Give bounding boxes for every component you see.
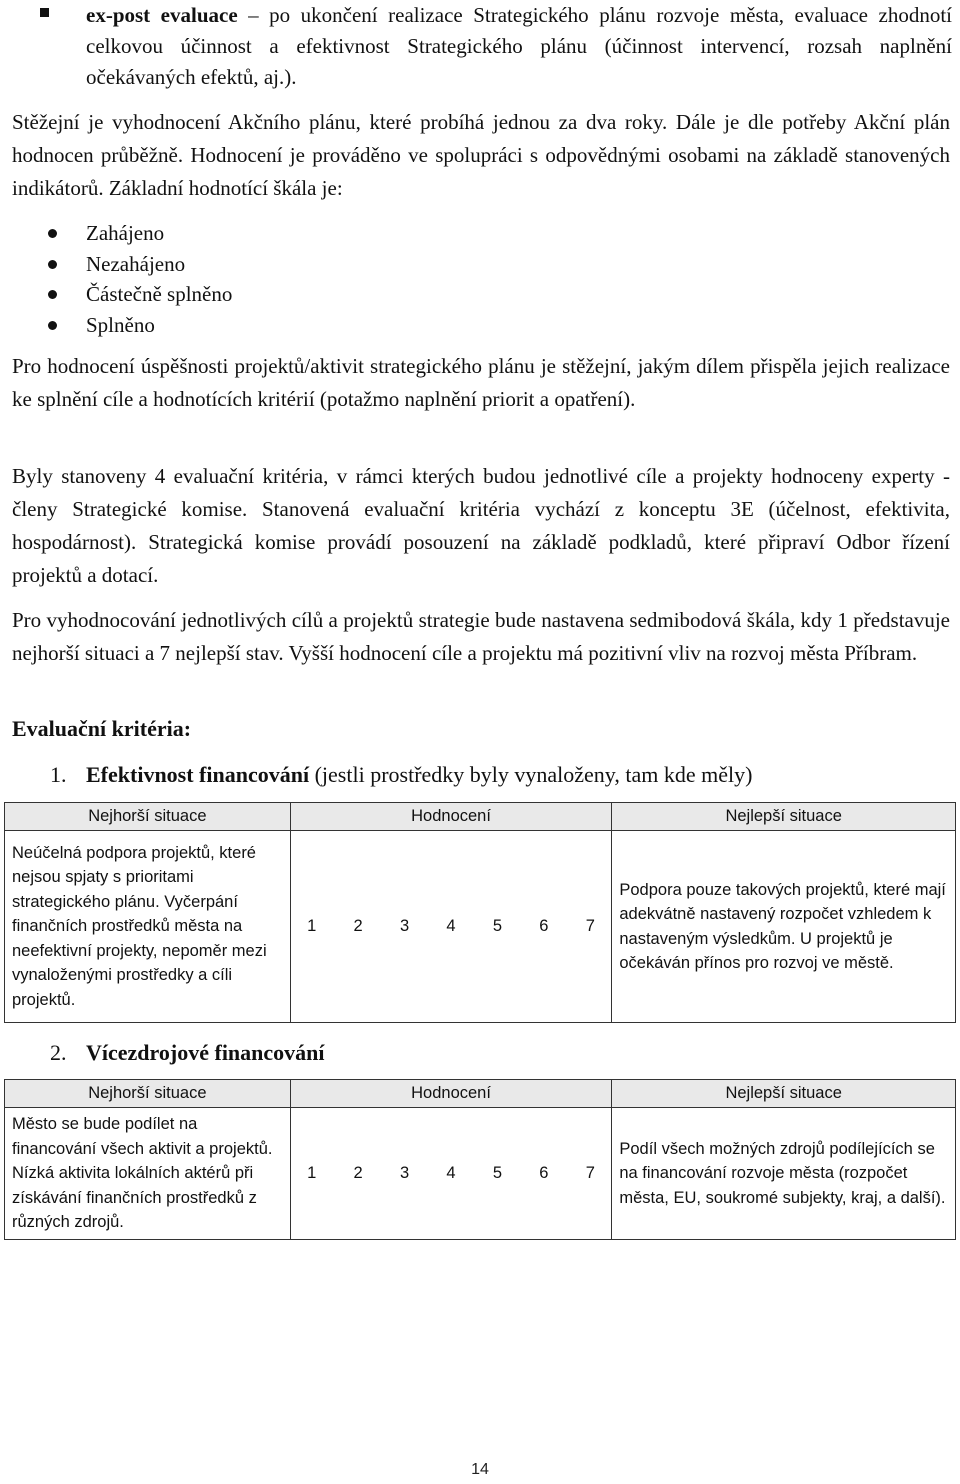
evaluation-scale-list <box>48 218 232 340</box>
rating-scale <box>291 917 612 936</box>
criterion-name: Vícezdrojové financování <box>86 1040 325 1065</box>
criterion-number: 2. <box>50 1040 67 1065</box>
worst-situation-cell: Město se bude podílet na financování všech aktivit a projektů. Nízká aktivita lokálních aktérů při získávání finančních prostředků z různých zdrojů. <box>5 1108 291 1240</box>
header-best: Nejlepší situace <box>612 803 956 831</box>
rating-value: 4 <box>446 1163 456 1182</box>
scale-item-label: Částečně splněno <box>86 282 233 306</box>
rating-value: 5 <box>492 1163 503 1182</box>
list-item <box>48 218 232 249</box>
list-item <box>48 249 232 280</box>
rating-value: 6 <box>539 917 549 935</box>
criterion-name: Efektivnost financování <box>86 762 310 787</box>
page-number: 14 <box>471 1461 489 1478</box>
criterion-1-table <box>4 802 956 1023</box>
best-situation-cell: Podíl všech možných zdrojů podílejících se na financování rozvoje města (rozpočet města, EU, soukromé subjekty, kraj, a další). <box>612 1108 956 1240</box>
section-heading: Evaluační kritéria: <box>12 716 192 741</box>
header-rating: Hodnocení <box>290 803 612 831</box>
rating-scale <box>291 1164 612 1183</box>
bullet-dot-icon <box>48 290 57 299</box>
rating-cell <box>290 1108 612 1240</box>
square-bullet-icon <box>40 8 49 17</box>
worst-situation-cell: Neúčelná podpora projektů, které nejsou spjaty s prioritami strategického plánu. Vyčerpání finančních prostředků města na neefektivní projekty, nepoměr mezi vynaloženými prostředky a cíli projektů. <box>5 831 291 1023</box>
scale-item-label: Zahájeno <box>86 221 165 245</box>
criterion-number: 1. <box>50 762 67 787</box>
bullet-dot-icon <box>48 229 57 238</box>
table-row <box>5 1108 956 1240</box>
bullet-dot-icon <box>48 321 57 330</box>
scale-item-label: Splněno <box>86 312 155 337</box>
ex-post-term: ex-post evaluace <box>86 3 238 27</box>
paragraph-success-evaluation: Pro hodnocení úspěšnosti projektů/aktivit strategického plánu je stěžejní, jakým dílem přispěla jejich realizace ke splnění cíle a hodnotících kritérií (potažmo naplnění priorit a opatření). <box>12 354 950 411</box>
rating-value: 6 <box>539 1163 549 1182</box>
rating-value: 2 <box>353 917 363 935</box>
rating-value: 4 <box>446 917 456 935</box>
best-situation-cell: Podpora pouze takových projektů, které mají adekvátně nastavený rozpočet vzhledem k nastaveným výsledkům. U projektů je očekáván přínos pro rozvoj ve městě. <box>612 831 956 1023</box>
rating-value: 3 <box>399 917 410 935</box>
scale-item-label: Nezahájeno <box>86 251 186 276</box>
list-item <box>48 279 232 310</box>
table-row <box>5 831 956 1023</box>
rating-cell <box>290 831 612 1023</box>
rating-value: 1 <box>307 917 317 935</box>
header-worst: Nejhorší situace <box>5 803 291 831</box>
ex-post-bullet-text <box>86 0 952 93</box>
paragraph-action-plan: Stěžejní je vyhodnocení Akčního plánu, které probíhá jednou za dva roky. Dále je dle potřeby Akční plán hodnocen průběžně. Hodnocení je prováděno ve spolupráci s odpovědnými osobami na základě stanovených indikátorů. Základní hodnotící škála je: <box>12 110 950 200</box>
list-item <box>48 310 232 341</box>
criterion-2-title <box>50 1038 325 1068</box>
rating-value: 7 <box>585 917 595 935</box>
criterion-1-title <box>50 760 752 790</box>
rating-value: 1 <box>307 1163 317 1182</box>
criterion-subtitle: (jestli prostředky byly vynaloženy, tam kde měly) <box>309 762 753 787</box>
paragraph-seven-point-scale: Pro vyhodnocování jednotlivých cílů a projektů strategie bude nastavena sedmibodová škála, kdy 1 představuje nejhorší situaci a 7 nejlepší stav. Vyšší hodnocení cíle a projektu má pozitivní vliv na rozvoj města Příbram. <box>12 608 950 665</box>
header-worst: Nejhorší situace <box>5 1080 291 1108</box>
rating-value: 3 <box>399 1163 410 1182</box>
paragraph-criteria-intro: Byly stanoveny 4 evaluační kritéria, v rámci kterých budou jednotlivé cíle a projekty hodnoceny experty - členy Strategické komise. Stanovená evaluační kritéria vychází z konceptu 3E (účelnost, efektivita, hospodárnost). Strategická komise provádí posouzení na základě podkladů, které připraví Odbor řízení projektů a dotací. <box>12 464 950 587</box>
rating-value: 2 <box>353 1163 363 1182</box>
ex-post-description: – po ukončení realizace Strategického plánu rozvoje města, evaluace zhodnotí celkovou účinnost a efektivnost Strategického plánu (účinnost intervencí, rozsah naplnění očekávaných efektů, aj.). <box>86 3 952 89</box>
criterion-2-table <box>4 1079 956 1240</box>
rating-value: 7 <box>585 1163 595 1182</box>
header-rating: Hodnocení <box>290 1080 612 1108</box>
header-best: Nejlepší situace <box>612 1080 956 1108</box>
rating-value: 5 <box>492 917 503 935</box>
bullet-dot-icon <box>48 260 57 269</box>
